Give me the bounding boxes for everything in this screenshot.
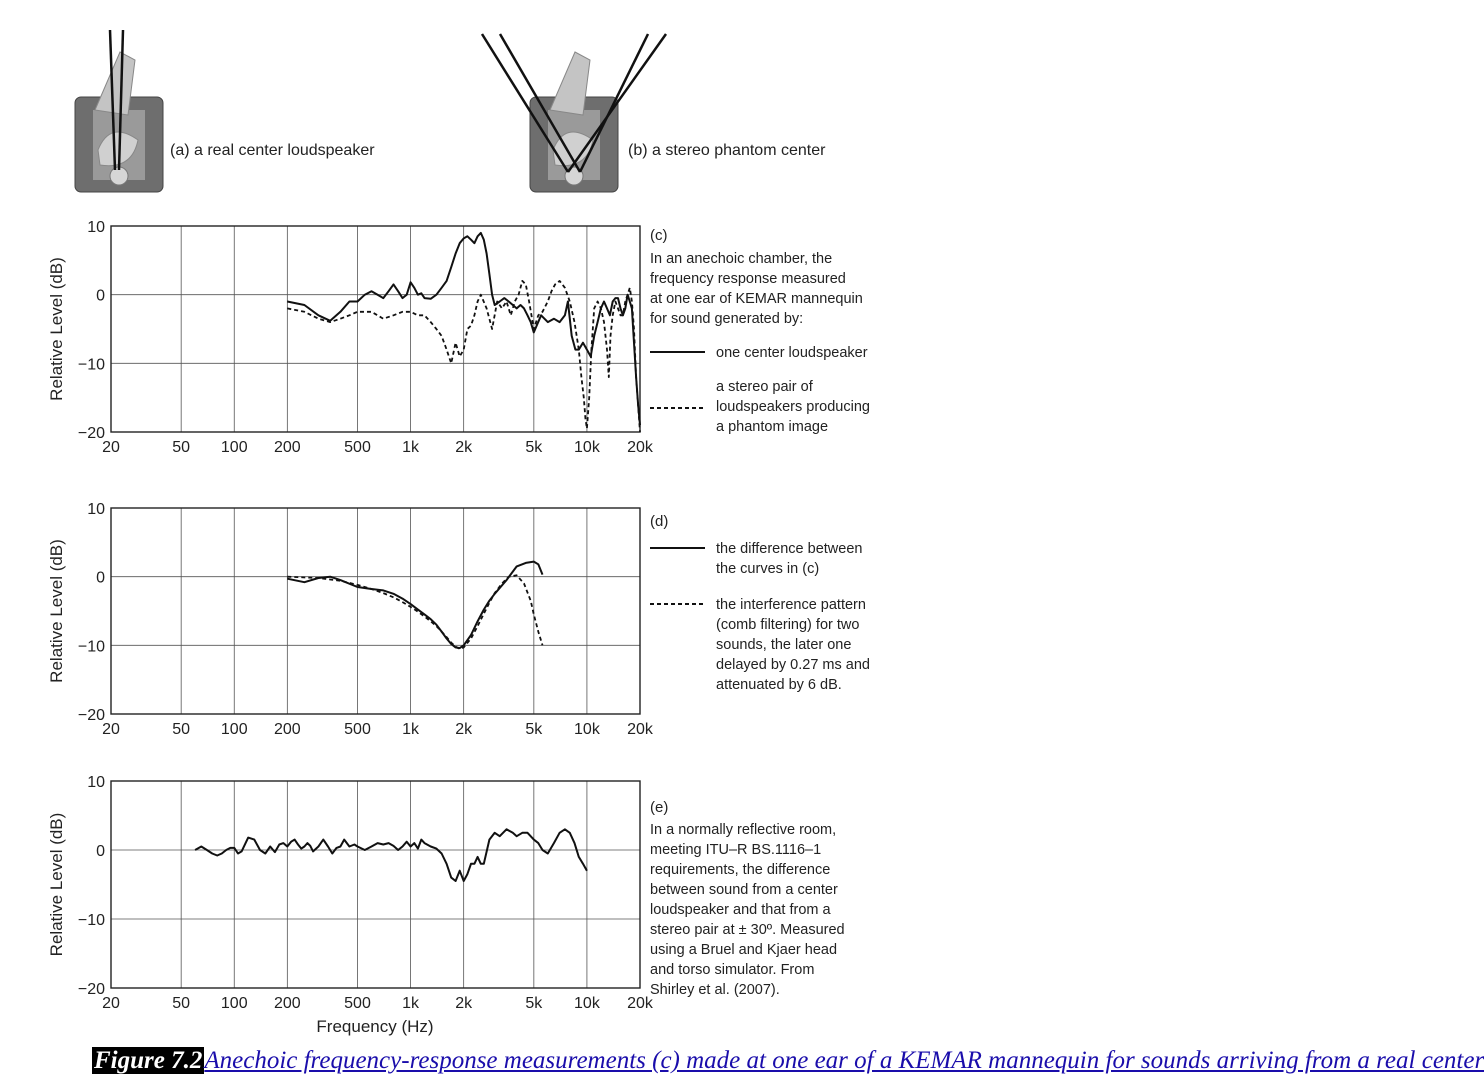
x-tick-label: 200 xyxy=(273,721,301,738)
caption-link[interactable]: Anechoic frequency-response measurements (c) made at one ear of a KEMAR mannequin for sounds arriving from a real center xyxy=(204,1047,1484,1074)
legend-d-dashed-label: sounds, the later one xyxy=(716,637,852,653)
y-tick-label: −20 xyxy=(77,707,105,724)
legend-d-solid-label: the difference between xyxy=(716,541,863,557)
chart-d-y-ticks xyxy=(78,501,105,724)
x-tick-label: 2k xyxy=(455,439,473,456)
chart-e-series xyxy=(195,829,587,881)
illustration-b-label: (b) a stereo phantom center xyxy=(628,142,826,159)
x-tick-label: 1k xyxy=(402,995,420,1012)
panel-c-tag: (c) xyxy=(650,227,668,244)
panel-e-desc-line: using a Bruel and Kjaer head xyxy=(650,942,838,958)
y-tick-label: 0 xyxy=(96,569,105,587)
legend-d-solid-label: the curves in (c) xyxy=(716,561,820,577)
x-tick-label: 100 xyxy=(220,995,248,1012)
chart-e-grid xyxy=(111,781,640,988)
series-line-solid xyxy=(195,829,587,881)
panel-c-desc-line: frequency response measured xyxy=(650,271,846,287)
y-tick-label: −10 xyxy=(77,638,105,656)
x-tick-label: 50 xyxy=(172,721,191,738)
chart-d-frame xyxy=(111,508,640,714)
x-tick-label: 500 xyxy=(344,439,371,456)
panel-d-tag: (d) xyxy=(650,513,669,530)
x-tick-label: 20 xyxy=(102,721,120,738)
chart-d-series xyxy=(287,562,542,649)
y-tick-label: 10 xyxy=(87,774,105,791)
x-tick-label: 2k xyxy=(455,995,473,1012)
figure-caption xyxy=(0,1046,1484,1089)
chart-d-grid xyxy=(111,508,640,714)
legend-d-dashed-label: the interference pattern xyxy=(716,597,866,613)
chart-e-x-ticks xyxy=(102,995,654,1012)
series-line-solid xyxy=(287,562,542,649)
y-tick-label: −10 xyxy=(77,356,105,374)
chart-d-x-ticks xyxy=(102,721,654,738)
chart-c-grid xyxy=(111,226,640,432)
illustration-a-label: (a) a real center loudspeaker xyxy=(170,142,375,159)
panel-e-desc-line: In a normally reflective room, xyxy=(650,822,837,838)
chart-d-ylabel: Relative Level (dB) xyxy=(47,539,66,683)
chart-c-frame xyxy=(111,226,640,432)
panel-e-desc-line: between sound from a center xyxy=(650,882,838,898)
y-tick-label: 10 xyxy=(87,501,105,518)
y-tick-label: 0 xyxy=(96,843,105,860)
chart-c-y-ticks xyxy=(78,219,105,442)
x-tick-label: 20 xyxy=(102,439,120,456)
panel-e-desc-line: requirements, the difference xyxy=(650,862,831,878)
x-tick-label: 5k xyxy=(525,721,543,738)
illustration-phantom-center xyxy=(482,34,826,192)
x-tick-label: 10k xyxy=(574,721,600,738)
x-tick-label: 500 xyxy=(344,995,371,1012)
x-tick-label: 20k xyxy=(627,721,653,738)
y-tick-label: 0 xyxy=(96,287,105,305)
y-tick-label: −10 xyxy=(77,912,105,929)
panel-e-tag: (e) xyxy=(650,799,669,816)
chart-e-y-ticks xyxy=(78,774,105,998)
figure-number: Figure 7.2 xyxy=(94,1047,203,1074)
chart-e-frame xyxy=(111,781,640,988)
panel-e-desc-line: stereo pair at ± 30º. Measured xyxy=(650,922,845,938)
x-tick-label: 50 xyxy=(172,439,191,456)
chart-c-x-ticks xyxy=(102,439,654,456)
x-tick-label: 100 xyxy=(220,439,248,456)
legend-c-dashed-label: loudspeakers producing xyxy=(716,399,870,415)
legend-d-dashed-label: (comb filtering) for two xyxy=(716,617,860,633)
legend-d-dashed-label: attenuated by 6 dB. xyxy=(716,677,842,693)
panel-e-desc-line: meeting ITU–R BS.1116–1 xyxy=(650,842,822,858)
legend-c-dashed-label: a stereo pair of xyxy=(716,379,813,395)
chart-c-ylabel: Relative Level (dB) xyxy=(47,257,66,401)
x-tick-label: 2k xyxy=(455,721,473,738)
chart-panel-c xyxy=(47,219,870,456)
legend-d-dashed-label: delayed by 0.27 ms and xyxy=(716,657,870,673)
legend-c-solid-label: one center loudspeaker xyxy=(716,345,868,361)
x-tick-label: 1k xyxy=(402,439,420,456)
x-tick-label: 10k xyxy=(574,439,600,456)
x-tick-label: 200 xyxy=(273,995,301,1012)
chart-e-xlabel: Frequency (Hz) xyxy=(316,1017,434,1036)
x-tick-label: 200 xyxy=(273,439,301,456)
x-tick-label: 1k xyxy=(402,721,420,738)
panel-e-desc-line: Shirley et al. (2007). xyxy=(650,982,780,998)
series-line-dashed xyxy=(287,575,542,649)
x-tick-label: 20k xyxy=(627,995,653,1012)
legend-c-dashed-label: a phantom image xyxy=(716,419,829,435)
x-tick-label: 20k xyxy=(627,439,653,456)
panel-c-desc-line: for sound generated by: xyxy=(650,311,804,327)
x-tick-label: 5k xyxy=(525,439,543,456)
y-tick-label: −20 xyxy=(77,425,105,442)
chart-panel-d xyxy=(47,501,870,738)
panel-c-desc-line: In an anechoic chamber, the xyxy=(650,251,833,267)
y-tick-label: −20 xyxy=(77,981,105,998)
x-tick-label: 5k xyxy=(525,995,543,1012)
x-tick-label: 10k xyxy=(574,995,600,1012)
x-tick-label: 100 xyxy=(220,721,248,738)
panel-e-desc-line: and torso simulator. From xyxy=(650,962,815,978)
x-tick-label: 500 xyxy=(344,721,371,738)
x-tick-label: 20 xyxy=(102,995,120,1012)
panel-c-desc-line: at one ear of KEMAR mannequin xyxy=(650,291,863,307)
panel-e-desc-line: loudspeaker and that from a xyxy=(650,902,831,918)
x-tick-label: 50 xyxy=(172,995,191,1012)
illustration-real-center xyxy=(75,30,375,192)
y-tick-label: 10 xyxy=(87,219,105,236)
chart-panel-e xyxy=(47,774,845,1036)
chart-e-ylabel: Relative Level (dB) xyxy=(47,812,66,957)
